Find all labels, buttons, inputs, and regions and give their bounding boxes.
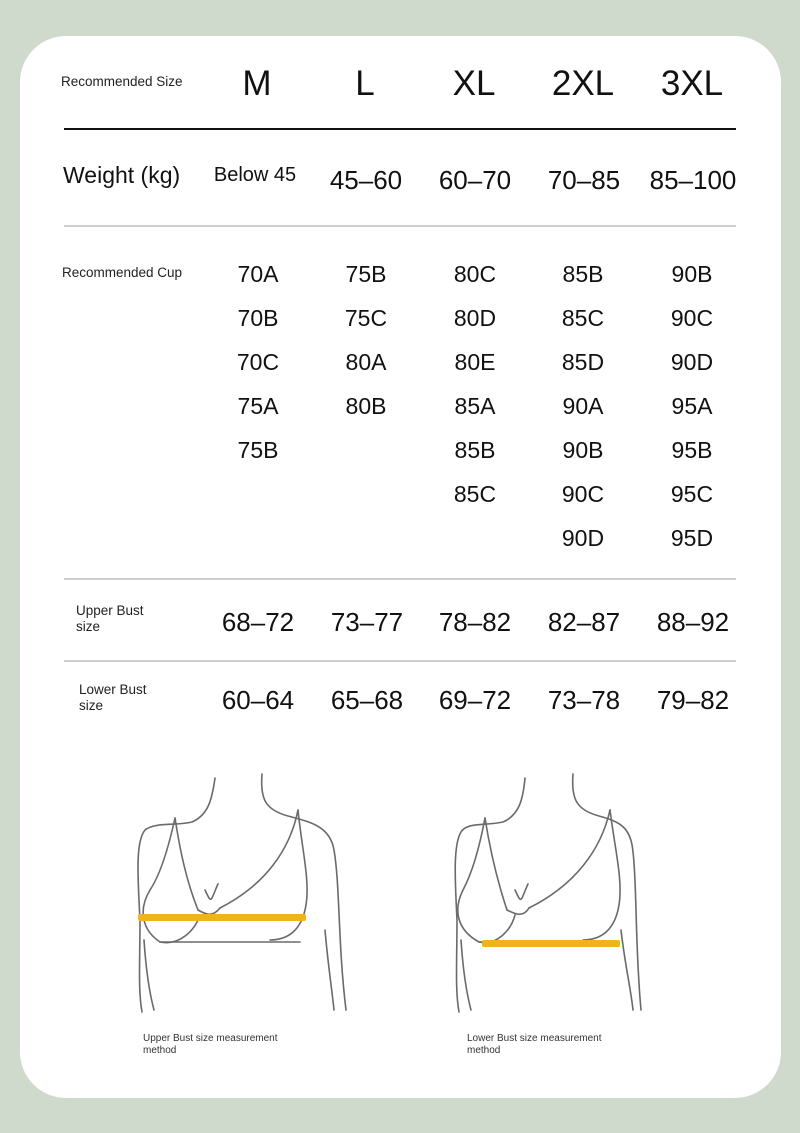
upper-bust-value-3xl: 88–92 <box>656 607 730 637</box>
cup-value: 95B <box>671 437 713 463</box>
cup-value: 90B <box>562 437 604 463</box>
lower-bust-value-3xl: 79–82 <box>656 685 730 715</box>
size-header-3xl: 3XL <box>660 64 724 103</box>
weight-value-3xl: 85–100 <box>649 165 737 195</box>
lower-bust-label-line1: Lower Bust <box>79 682 147 697</box>
cup-value: 90A <box>562 393 604 419</box>
lower-bust-tape <box>482 940 620 947</box>
weight-divider <box>64 225 736 227</box>
cup-value: 85D <box>561 349 605 375</box>
cup-value: 75A <box>237 393 279 419</box>
lower-bust-illustration <box>445 770 705 1020</box>
cup-value: 85C <box>561 305 605 331</box>
cup-value: 95A <box>671 393 713 419</box>
cup-value: 90D <box>561 525 605 551</box>
cup-value: 80A <box>345 349 387 375</box>
size-header-xl: XL <box>452 64 496 103</box>
recommended-size-label: Recommended Size <box>61 74 183 89</box>
upper-bust-illustration <box>120 770 380 1020</box>
weight-value-l: 45–60 <box>329 165 403 195</box>
header-divider <box>64 128 736 130</box>
cup-value: 90B <box>671 261 713 287</box>
lower-bust-caption-line2: method <box>467 1045 501 1056</box>
cup-value: 85B <box>454 437 496 463</box>
cup-value: 85C <box>453 481 497 507</box>
lower-bust-label-line2: size <box>79 698 104 713</box>
cup-value: 70B <box>237 305 279 331</box>
upper-bust-value-2xl: 82–87 <box>547 607 621 637</box>
weight-value-2xl: 70–85 <box>547 165 621 195</box>
cup-value: 95C <box>670 481 714 507</box>
cup-value: 90D <box>670 349 714 375</box>
cup-value: 75C <box>344 305 388 331</box>
cup-value: 70A <box>237 261 279 287</box>
cup-value: 80B <box>345 393 387 419</box>
recommended-cup-label: Recommended Cup <box>62 265 183 280</box>
lower-bust-value-l: 65–68 <box>330 685 404 715</box>
size-header-2xl: 2XL <box>551 64 615 103</box>
lower-bust-caption-line1: Lower Bust size measurement <box>467 1033 602 1044</box>
cup-value: 75B <box>237 437 279 463</box>
cup-value: 70C <box>236 349 280 375</box>
upper-bust-value-m: 68–72 <box>221 607 295 637</box>
upper-bust-label-line2: size <box>76 619 101 634</box>
size-header-m: M <box>242 64 272 103</box>
lower-bust-label <box>79 682 147 714</box>
cup-value: 90C <box>670 305 714 331</box>
cup-divider <box>64 578 736 580</box>
cup-value: 75B <box>345 261 387 287</box>
upper-bust-value-l: 73–77 <box>330 607 404 637</box>
upper-bust-label <box>76 603 144 635</box>
lower-bust-value-2xl: 73–78 <box>547 685 621 715</box>
upper-bust-caption-line2: method <box>143 1045 177 1056</box>
weight-label: Weight (kg) <box>63 162 181 188</box>
torso-outline <box>455 774 641 1012</box>
lower-bust-caption <box>467 1033 637 1057</box>
weight-value-xl: 60–70 <box>438 165 512 195</box>
size-header-l: L <box>355 64 375 103</box>
upper-bust-label-line1: Upper Bust <box>76 603 144 618</box>
upper-bust-value-xl: 78–82 <box>438 607 512 637</box>
lower-bust-value-m: 60–64 <box>221 685 295 715</box>
upper-bust-caption-line1: Upper Bust size measurement <box>143 1033 278 1044</box>
upper-bust-tape <box>138 914 306 921</box>
upper-bust-divider <box>64 660 736 662</box>
weight-value-m: Below 45 <box>213 164 297 186</box>
upper-bust-caption <box>143 1033 313 1057</box>
cup-value: 85A <box>454 393 496 419</box>
cup-value: 85B <box>562 261 604 287</box>
cup-value: 95D <box>670 525 714 551</box>
cup-value: 90C <box>561 481 605 507</box>
cup-value: 80D <box>453 305 497 331</box>
cup-value: 80E <box>454 349 496 375</box>
torso-outline <box>138 774 346 1012</box>
lower-bust-value-xl: 69–72 <box>438 685 512 715</box>
cup-value: 80C <box>453 261 497 287</box>
